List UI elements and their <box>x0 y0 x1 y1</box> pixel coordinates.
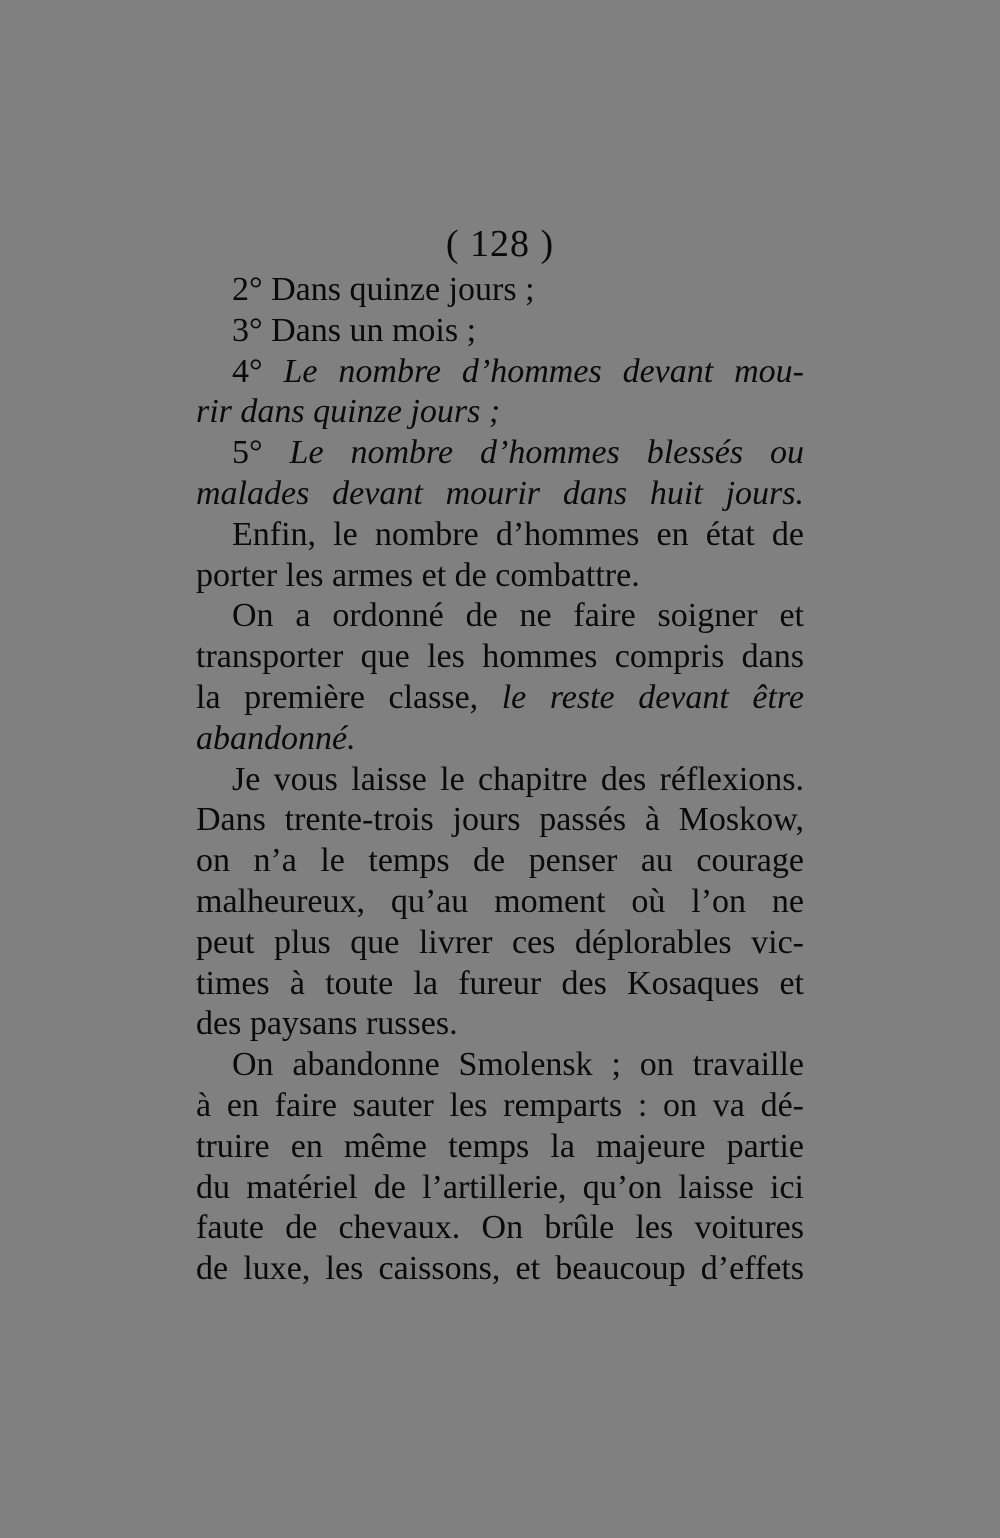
text-line: malheureux, qu’au moment où l’on ne <box>196 882 804 920</box>
italic-text: le reste devant être <box>501 678 804 716</box>
text-line <box>196 433 804 474</box>
text-line: 2° Dans quinze jours ; <box>232 271 535 308</box>
text-line: des paysans russes. <box>196 1005 458 1043</box>
text-line: Dans trente-trois jours passés à Moskow, <box>196 801 804 839</box>
text-line <box>196 678 804 719</box>
text-line: malades devant mourir dans huit jours. <box>196 474 804 512</box>
line-prefix: 5° <box>232 434 290 472</box>
text-line: peut plus que livrer ces déplorables vic- <box>196 923 804 961</box>
line-prefix: la première classe, <box>196 678 502 716</box>
text-line: abandonné. <box>196 719 356 757</box>
text-line: Enfin, le nombre d’hommes en état de <box>232 515 804 553</box>
italic-text: Le nombre d’hommes devant mou- <box>283 352 804 390</box>
text-line <box>196 352 804 393</box>
text-line: transporter que les hommes compris dans <box>196 638 804 676</box>
text-line: on n’a le temps de penser au courage <box>196 842 804 880</box>
text-line: à en faire sauter les remparts : on va dé- <box>196 1086 804 1124</box>
page-number: ( 128 ) <box>445 223 555 265</box>
text-line: du matériel de l’artillerie, qu’on laisse ici <box>196 1168 804 1206</box>
text-line: On abandonne Smolensk ; on travaille <box>232 1046 804 1084</box>
text-line: rir dans quinze jours ; <box>196 393 501 431</box>
text-line: porter les armes et de combattre. <box>196 556 640 594</box>
body-text <box>196 270 804 1290</box>
text-line: de luxe, les caissons, et beaucoup d’effets <box>196 1250 804 1288</box>
text-line: truire en même temps la majeure partie <box>196 1127 804 1165</box>
text-line: times à toute la fureur des Kosaques et <box>196 964 804 1002</box>
text-line: 3° Dans un mois ; <box>232 311 477 349</box>
text-line: On a ordonné de ne faire soigner et <box>232 597 804 635</box>
text-line: faute de chevaux. On brûle les voitures <box>196 1209 804 1247</box>
line-prefix: 4° <box>232 352 284 390</box>
text-line: Je vous laisse le chapitre des réflexions. <box>232 760 804 798</box>
italic-text: Le nombre d’hommes blessés ou <box>289 434 804 472</box>
